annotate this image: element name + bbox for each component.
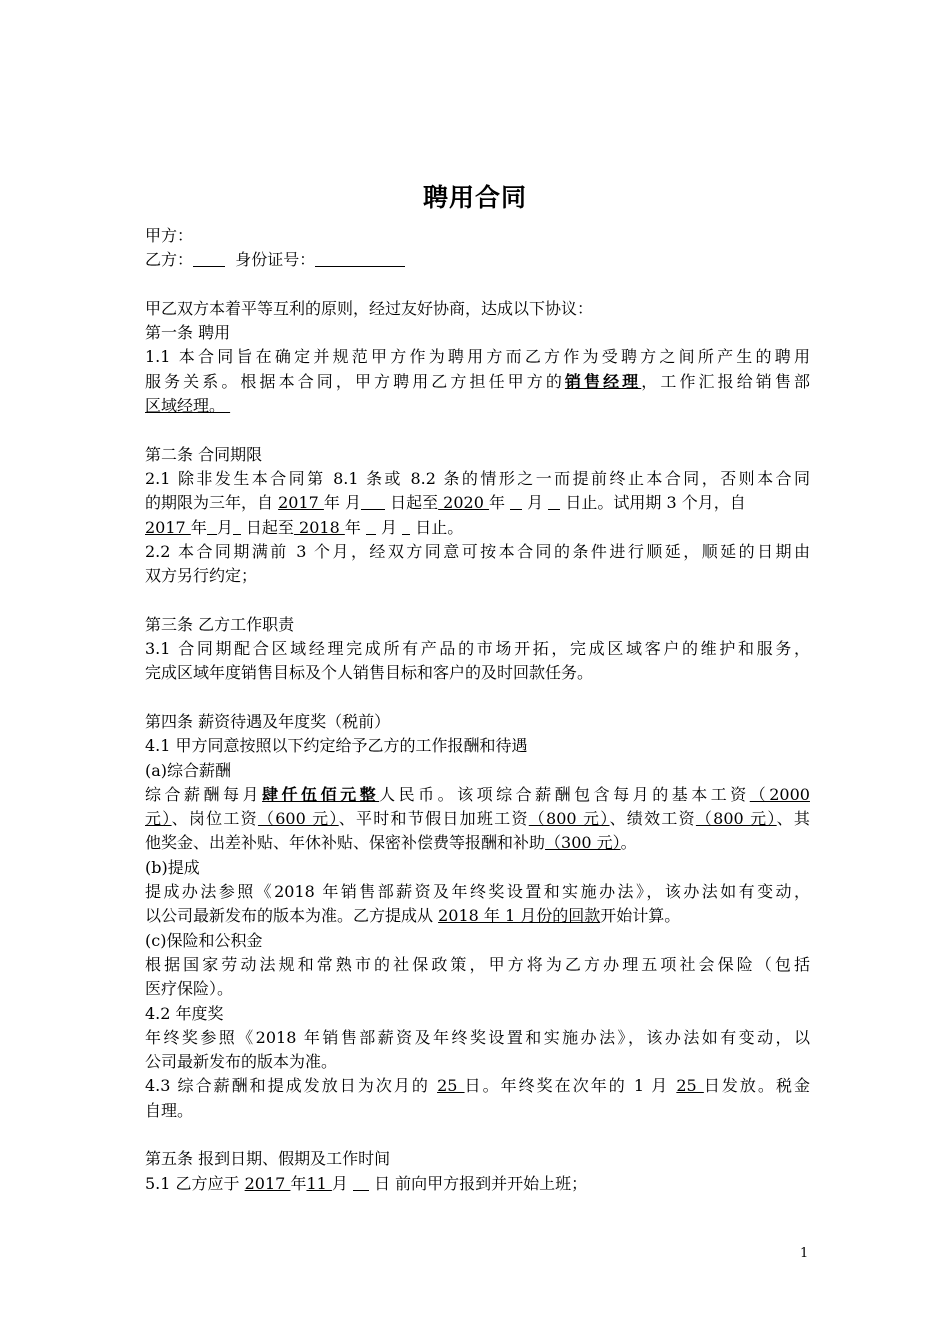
article-5-text: 5.1 乙方应于 2017 年11 月 日 前向甲方报到并开始上班； <box>145 1173 588 1193</box>
article-4-text: 医疗保险）。 <box>145 979 234 999</box>
article-2-text: 2017 年 月 日起至 2018 年 月 日止。 <box>145 517 464 537</box>
document-title: 聘用合同 <box>422 183 527 212</box>
salary-amount: 肆仟伍佰元整 <box>262 784 380 804</box>
article-4-text: 以公司最新发布的版本为准。乙方提成从 2018 年 1 月份的回款开始计算。 <box>145 906 681 926</box>
article-2-text: 2.2 本合同期满前 3 个月，经双方同意可按本合同的条件进行顺延，顺延的日期由 <box>145 541 810 561</box>
article-2-heading: 第二条 合同期限 <box>145 444 263 464</box>
intro-line: 甲乙双方本着平等互利的原则，经过友好协商，达成以下协议： <box>145 298 594 318</box>
article-5-heading: 第五条 报到日期、假期及工作时间 <box>145 1149 391 1169</box>
section-b-title: (b)提成 <box>145 857 200 877</box>
article-1-text: 区域经理。 <box>145 396 226 416</box>
party-b-name-blank <box>193 250 225 267</box>
page-number: 1 <box>800 1246 809 1261</box>
article-2-text: 双方另行约定； <box>145 566 258 586</box>
article-3-heading: 第三条 乙方工作职责 <box>145 614 295 634</box>
article-4-heading: 第四条 薪资待遇及年度奖（税前） <box>145 711 391 731</box>
article-1-heading: 第一条 聘用 <box>145 323 231 343</box>
article-4-text: 根据国家劳动法规和常熟市的社保政策，甲方将为乙方办理五项社会保险（包括 <box>145 954 810 974</box>
article-4-text: 公司最新发布的版本为准。 <box>145 1052 338 1072</box>
article-4-text: 4.1 甲方同意按照以下约定给予乙方的工作报酬和待遇 <box>145 736 528 756</box>
article-2-text: 2.1 除非发生本合同第 8.1 条或 8.2 条的情形之一而提前终止本合同，否则本合同 <box>145 468 810 488</box>
article-4-text: 元）、岗位工资（600 元）、平时和节假日加班工资（800 元）、绩效工资（800 元）、其 <box>145 809 810 829</box>
article-4-text: 他奖金、出差补贴、年休补贴、保密补偿费等报酬和补助（300 元）。 <box>145 833 637 853</box>
section-c-title: (c)保险和公积金 <box>145 930 263 950</box>
article-4-text: 提成办法参照《2018 年销售部薪资及年终奖设置和实施办法》，该办法如有变动， <box>145 882 810 902</box>
article-1-text: 1.1 本合同旨在确定并规范甲方作为聘用方而乙方作为受聘方之间所产生的聘用 <box>145 347 810 367</box>
article-3-text: 完成区域年度销售目标及个人销售目标和客户的及时回款任务。 <box>145 663 594 683</box>
id-number-blank <box>315 250 405 267</box>
article-4-text: 年终奖参照《2018 年销售部薪资及年终奖设置和实施办法》，该办法如有变动，以 <box>145 1027 810 1047</box>
article-4-text: 自理。 <box>145 1100 194 1120</box>
party-a-line: 甲方： <box>145 226 194 245</box>
contract-body <box>145 224 810 1196</box>
section-4-2-title: 4.2 年度奖 <box>145 1003 224 1023</box>
party-b-line: 乙方： 身份证号： <box>145 248 810 272</box>
article-1-text: 服务关系。根据本合同，甲方聘用乙方担任甲方的销售经理，工作汇报给销售部 <box>145 371 810 391</box>
position-title: 销售经理 <box>564 371 642 391</box>
section-a-title: (a)综合薪酬 <box>145 760 232 780</box>
article-2-text: 的期限为三年，自 2017 年 月 日起至 2020 年 月 日止。试用期 3 个月，自 <box>145 493 746 513</box>
article-4-text: 4.3 综合薪酬和提成发放日为次月的 25 日。年终奖在次年的 1 月 25 日发放。税金 <box>145 1076 810 1096</box>
article-4-text: 综合薪酬每月肆仟伍佰元整人民币。该项综合薪酬包含每月的基本工资（2000 <box>145 784 810 804</box>
article-3-text: 3.1 合同期配合区域经理完成所有产品的市场开拓，完成区域客户的维护和服务， <box>145 639 810 659</box>
